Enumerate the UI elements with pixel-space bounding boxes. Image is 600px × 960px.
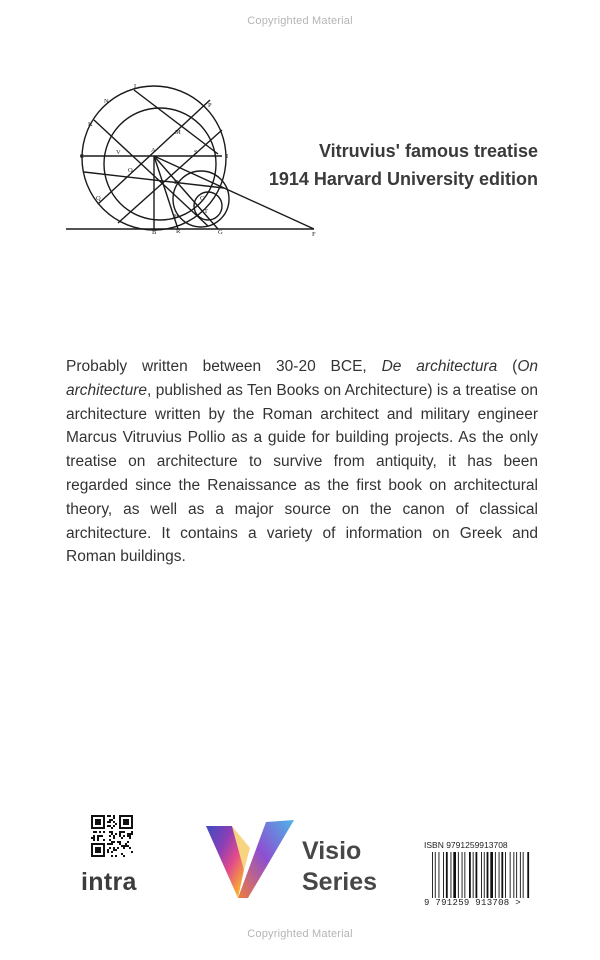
diagram-label: A [151, 147, 156, 154]
blurb-part-3: , published as Ten Books on Architecture) is a treatise on architecture written by the Roman architect and military engineer Marcus Vitruvius Pollio as a guide for building projects. As the only treatise on architecture to survive from antiquity, it has been regarded since the Renaissance as the first book on architectural theory, as well as a major source on the canon of classical architecture. It contains a variety of information on Greek and Roman buildings. [66, 381, 538, 566]
diagram-label: N [104, 98, 109, 105]
blurb-part-1: Probably written between 30-20 BCE, [66, 358, 382, 375]
copyright-watermark-top: Copyrighted Material [247, 15, 353, 27]
isbn-label: ISBN 9791259913708 [424, 840, 508, 850]
qr-code [91, 815, 133, 857]
diagram-label: B [152, 229, 157, 236]
diagram-label: R [176, 228, 181, 235]
diagram-label: H [174, 213, 179, 220]
diagram-label: V [116, 149, 121, 156]
blurb-book-title: De architectura [381, 358, 498, 375]
description-paragraph [66, 355, 538, 569]
visio-v-logo [204, 818, 298, 902]
series-line-1: Visio [302, 837, 362, 865]
diagram-middle-circle [104, 108, 216, 220]
diagram-label: Q [96, 195, 101, 202]
headline [269, 137, 538, 193]
blurb-translation: On architecture [66, 358, 539, 399]
blurb-part-2: ( [497, 358, 518, 375]
series-name [302, 836, 377, 898]
diagram-label: O [128, 167, 133, 174]
diagram-label: S [194, 149, 198, 156]
isbn-digits: 9 791259 913708 > [424, 898, 521, 908]
series-line-2: Series [302, 868, 378, 896]
headline-line-2: 1914 Harvard University edition [268, 169, 538, 189]
diagram-label: C [200, 195, 205, 202]
isbn-barcode [424, 840, 536, 910]
copyright-watermark-bottom: Copyrighted Material [247, 928, 353, 940]
diagram-label: D [174, 179, 179, 186]
diagram-label: F [312, 231, 316, 238]
diagram-label: G [218, 229, 223, 236]
diagram-label: E [80, 153, 84, 160]
headline-line-1: Vitruvius' famous treatise [318, 141, 538, 161]
publisher-name: intra [81, 868, 137, 896]
diagram-label: M [175, 129, 181, 136]
barcode-bars [432, 852, 532, 898]
diagram-label: L [134, 83, 138, 90]
diagram-label: P [208, 102, 212, 109]
diagram-label: K [88, 121, 93, 128]
diagram-label: I [226, 153, 229, 160]
diagram-label: T [204, 208, 208, 215]
